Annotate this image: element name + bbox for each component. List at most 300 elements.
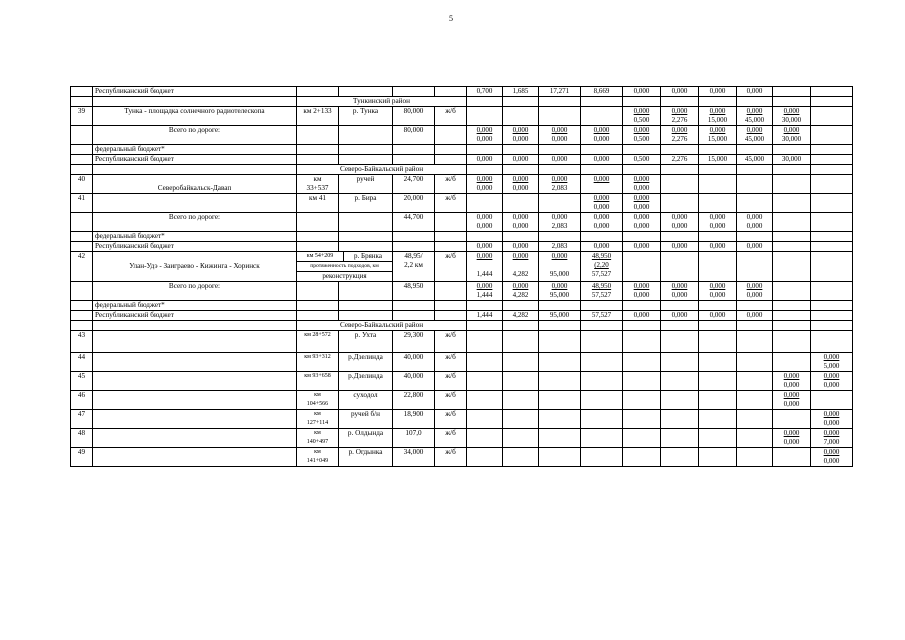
table-cell: 0,000 (823, 457, 840, 465)
table-cell: 0,000 (823, 448, 840, 456)
table-row (71, 301, 853, 311)
table-cell (811, 331, 853, 353)
table-cell: 0,000 (823, 419, 840, 427)
table-cell (699, 145, 737, 155)
table-cell (339, 282, 393, 301)
table-cell: 57,527 (581, 311, 623, 321)
table-cell (811, 165, 853, 175)
table-cell (503, 165, 539, 175)
table-cell (71, 126, 93, 145)
table-cell: Всего по дороге: (93, 213, 297, 232)
table-cell (93, 429, 297, 448)
table-cell (539, 301, 581, 311)
table-cell (623, 429, 661, 448)
table-cell (623, 301, 661, 311)
table-cell (503, 175, 539, 194)
table-cell (503, 126, 539, 145)
table-cell (503, 410, 539, 429)
table-cell: Республиканский бюджет (93, 242, 297, 252)
table-cell (623, 175, 661, 194)
table-cell (811, 391, 853, 410)
row-number: 39 (71, 107, 93, 126)
table-cell: 30,000 (781, 116, 802, 124)
table-cell (503, 353, 539, 372)
table-cell: 0,000 (593, 222, 610, 230)
table-cell (393, 311, 435, 321)
table-cell: 1,685 (503, 87, 539, 97)
table-cell: 0,000 (476, 252, 493, 260)
table-cell (699, 448, 737, 467)
table-cell (93, 321, 297, 331)
table-cell (71, 321, 93, 331)
table-row (71, 353, 853, 372)
table-cell: 44,700 (393, 213, 435, 232)
table-cell (737, 213, 773, 232)
table-cell (297, 429, 339, 448)
table-cell (773, 175, 811, 194)
table-cell (623, 410, 661, 429)
table-cell (773, 331, 811, 353)
table-cell: 20,000 (393, 194, 435, 213)
table-cell (339, 232, 393, 242)
table-cell (467, 107, 503, 126)
table-cell (503, 252, 539, 282)
table-cell: км (314, 411, 321, 417)
table-cell (737, 145, 773, 155)
table-cell (71, 213, 93, 232)
table-cell (93, 331, 297, 353)
table-cell: 0,500 (633, 116, 650, 124)
table-cell: 0,000 (581, 242, 623, 252)
table-cell: 0,000 (593, 175, 610, 183)
table-cell (539, 213, 581, 232)
table-cell (297, 213, 339, 232)
table-cell (435, 242, 467, 252)
table-cell: 0,000 (633, 222, 650, 230)
table-cell (539, 252, 581, 282)
table-cell: 22,800 (393, 391, 435, 410)
table-cell: ж/б (435, 353, 467, 372)
road-name: Тунка - площадка солнечного радиотелескопа (93, 107, 297, 126)
table-cell (581, 331, 623, 353)
table-cell: 48 (71, 429, 93, 448)
table-cell (661, 252, 699, 282)
table-cell: 2,083 (551, 222, 568, 230)
table-cell: 0,000 (633, 126, 650, 134)
table-cell (699, 126, 737, 145)
table-cell (297, 175, 339, 194)
table-cell: 0,000 (661, 311, 699, 321)
table-cell (71, 311, 93, 321)
table-cell (339, 301, 393, 311)
table-cell: 141+049 (306, 458, 329, 464)
table-cell (737, 165, 773, 175)
table-cell: 0,000 (551, 135, 568, 143)
table-cell: 29,300 (393, 331, 435, 353)
table-cell: ж/б (435, 252, 467, 282)
table-cell: р. Брянка (344, 252, 393, 262)
table-cell: 4,282 (512, 270, 529, 278)
table-cell: 0,000 (581, 155, 623, 165)
table-cell: 0,000 (476, 175, 493, 183)
table-cell (773, 232, 811, 242)
table-cell (661, 97, 699, 107)
table-cell (339, 242, 393, 252)
table-cell: 0,000 (633, 213, 650, 221)
table-cell (581, 448, 623, 467)
table-cell (699, 331, 737, 353)
table-cell: Северо-Байкальский район (297, 321, 467, 331)
table-cell: 0,000 (633, 203, 650, 211)
table-cell (661, 448, 699, 467)
table-row (71, 145, 853, 155)
table-cell (773, 107, 811, 126)
table-cell (623, 353, 661, 372)
table-cell: 2,276 (671, 135, 688, 143)
table-cell (93, 448, 297, 467)
table-cell: км 93+658 (297, 372, 339, 391)
table-cell (661, 232, 699, 242)
table-cell: ручей (339, 175, 393, 194)
table-cell: 0,000 (476, 126, 493, 134)
table-cell (699, 194, 737, 213)
table-cell: 0,000 (709, 126, 726, 134)
river-name: р. Тунка (339, 107, 393, 126)
table-cell (773, 321, 811, 331)
table-cell (467, 410, 503, 429)
table-cell (93, 165, 297, 175)
table-cell (811, 97, 853, 107)
table-cell (811, 155, 853, 165)
table-cell: 0,000 (476, 282, 493, 290)
table-cell: федеральный бюджет* (93, 145, 297, 155)
table-cell: 0,000 (512, 175, 529, 183)
table-cell (699, 107, 737, 126)
table-cell: 0,000 (593, 194, 610, 202)
table-cell: 45,000 (744, 135, 765, 143)
total-label: Всего по дороге: (93, 126, 297, 145)
table-cell: км 28+572 (297, 331, 339, 353)
table-cell: 0,000 (699, 87, 737, 97)
table-cell (503, 145, 539, 155)
table-row (71, 87, 853, 97)
table-cell (393, 155, 435, 165)
table-cell (737, 107, 773, 126)
table-cell (435, 213, 467, 232)
table-cell: 0,000 (709, 107, 726, 115)
table-cell: 24,700 (393, 175, 435, 194)
table-cell: 5,000 (823, 362, 840, 370)
table-cell: 0,000 (593, 213, 610, 221)
table-cell: 0,000 (709, 282, 726, 290)
table-cell: 0,000 (823, 410, 840, 418)
table-cell: 0,000 (633, 184, 650, 192)
table-cell (581, 410, 623, 429)
table-cell (699, 301, 737, 311)
table-cell: 107,0 (393, 429, 435, 448)
table-cell (467, 429, 503, 448)
table-cell: км (313, 175, 322, 183)
table-cell (467, 232, 503, 242)
table-cell (467, 301, 503, 311)
table-cell (581, 175, 623, 194)
table-cell: 48,95/ (404, 252, 423, 260)
table-cell (623, 107, 661, 126)
table-cell: ж/б (435, 175, 467, 194)
table-cell (297, 448, 339, 467)
table-cell: 45,000 (744, 116, 765, 124)
table-cell: 0,000 (783, 391, 800, 399)
table-cell (71, 155, 93, 165)
table-cell: Всего по дороге: (93, 282, 297, 301)
table-cell: (2,20 (594, 261, 609, 269)
table-cell (773, 429, 811, 448)
table-cell (773, 353, 811, 372)
table-cell (581, 232, 623, 242)
table-cell (467, 353, 503, 372)
table-cell: 15,000 (707, 116, 728, 124)
table-cell (467, 165, 503, 175)
table-cell: 0,000 (476, 184, 493, 192)
table-cell (93, 391, 297, 410)
table-cell: 1,444 (476, 291, 493, 299)
table-cell: 0,000 (699, 242, 737, 252)
table-cell (661, 175, 699, 194)
table-cell: 0,000 (512, 135, 529, 143)
table-cell (737, 321, 773, 331)
table-cell: 95,000 (549, 291, 570, 299)
table-cell: ж/б (435, 194, 467, 213)
district-header (71, 97, 853, 107)
table-cell (435, 126, 467, 145)
table-cell: 0,000 (783, 429, 800, 437)
table-cell: ж/б (435, 391, 467, 410)
table-cell: 0,000 (783, 438, 800, 446)
table-cell (467, 321, 503, 331)
table-cell: Северобайкальск-Давап (93, 175, 297, 194)
table-cell (773, 282, 811, 301)
table-row (71, 410, 853, 429)
table-cell (297, 232, 339, 242)
table-cell: 48,950 (591, 252, 612, 260)
table-cell (539, 331, 581, 353)
table-cell: Республиканский бюджет (93, 311, 297, 321)
table-cell (661, 353, 699, 372)
table-cell (393, 232, 435, 242)
table-cell: 4,282 (512, 291, 529, 299)
table-cell (773, 252, 811, 282)
table-cell (539, 194, 581, 213)
table-cell (581, 321, 623, 331)
table-cell: 0,000 (709, 291, 726, 299)
table-cell: 0,000 (671, 282, 688, 290)
table-cell (339, 311, 393, 321)
table-cell (699, 175, 737, 194)
table-cell (623, 194, 661, 213)
table-cell: км (314, 449, 321, 455)
table-cell: 0,000 (593, 203, 610, 211)
table-cell: ж/б (435, 429, 467, 448)
table-cell: 40 (71, 175, 93, 194)
table-cell: федеральный бюджет* (93, 232, 297, 242)
table-cell: 2,083 (551, 184, 568, 192)
table-cell (623, 145, 661, 155)
total-row (71, 213, 853, 232)
table-cell (699, 321, 737, 331)
table-cell: 41 (71, 194, 93, 213)
table-cell (737, 372, 773, 391)
table-cell (71, 282, 93, 301)
table-cell: 2,083 (539, 242, 581, 252)
table-cell: 15,000 (699, 155, 737, 165)
table-cell (503, 331, 539, 353)
table-cell (503, 194, 539, 213)
table-cell: 0,000 (671, 291, 688, 299)
table-row (71, 331, 853, 353)
table-row (71, 429, 853, 448)
table-cell (539, 321, 581, 331)
total-row (71, 282, 853, 301)
table-cell (661, 391, 699, 410)
table-cell (737, 282, 773, 301)
table-cell (297, 391, 339, 410)
table-cell (737, 252, 773, 282)
table-row (71, 311, 853, 321)
table-cell: 0,000 (823, 381, 840, 389)
table-cell (297, 410, 339, 429)
table-cell (503, 301, 539, 311)
table-cell: 0,000 (737, 311, 773, 321)
table-cell (581, 353, 623, 372)
table-cell (737, 97, 773, 107)
table-cell (773, 311, 811, 321)
table-cell: р.Дзелинда (339, 353, 393, 372)
table-row (71, 107, 853, 126)
table-cell: р. Огдынка (339, 448, 393, 467)
row-label: Республиканский бюджет (93, 87, 297, 97)
table-cell: 0,000 (783, 372, 800, 380)
table-cell (699, 165, 737, 175)
district-name: Тункинский район (297, 97, 467, 107)
table-cell: 0,000 (823, 372, 840, 380)
table-cell (773, 213, 811, 232)
table-cell (581, 97, 623, 107)
table-cell (339, 155, 393, 165)
table-cell: 0,500 (623, 155, 661, 165)
table-cell (467, 282, 503, 301)
table-cell: р.Дзелинда (339, 372, 393, 391)
table-cell (297, 252, 393, 282)
table-cell: 0,000 (746, 222, 763, 230)
page-number: 5 (449, 14, 453, 23)
table-cell: 104+566 (306, 401, 329, 407)
table-cell: 0,000 (551, 126, 568, 134)
table-cell (773, 194, 811, 213)
table-cell: 0,000 (746, 213, 763, 221)
table-cell (539, 353, 581, 372)
table-cell (623, 372, 661, 391)
table-cell (699, 372, 737, 391)
table-cell (467, 372, 503, 391)
bridge-program-table (70, 86, 853, 467)
table-cell (93, 353, 297, 372)
table-cell: 0,000 (633, 107, 650, 115)
table-cell (435, 145, 467, 155)
table-cell (393, 242, 435, 252)
table-cell (297, 282, 339, 301)
table-cell (661, 126, 699, 145)
table-cell (623, 252, 661, 282)
table-cell (581, 282, 623, 301)
table-cell (811, 194, 853, 213)
table-cell (503, 232, 539, 242)
table-cell: 0,000 (783, 126, 800, 134)
table-cell (503, 282, 539, 301)
total-row (71, 126, 853, 145)
table-cell (737, 353, 773, 372)
table-cell (699, 429, 737, 448)
table-cell (581, 301, 623, 311)
table-row (71, 175, 853, 194)
table-cell (339, 126, 393, 145)
table-cell: р. Олдында (339, 429, 393, 448)
table-cell (503, 391, 539, 410)
table-cell (467, 331, 503, 353)
table-cell (503, 372, 539, 391)
table-cell: 0,000 (746, 282, 763, 290)
table-cell: 47 (71, 410, 93, 429)
table-cell (467, 252, 503, 282)
table-cell: 57,527 (591, 291, 612, 299)
table-cell (811, 282, 853, 301)
table-cell: км 41 (297, 194, 339, 213)
table-cell (623, 97, 661, 107)
table-cell: 1,444 (476, 270, 493, 278)
table-cell: 2,2 км (404, 261, 423, 269)
table-cell: 0,000 (512, 184, 529, 192)
table-cell (623, 232, 661, 242)
table-cell: 0,000 (823, 429, 840, 437)
table-cell: 0,000 (737, 87, 773, 97)
table-cell: 0,000 (467, 155, 503, 165)
table-cell (297, 126, 339, 145)
table-cell (773, 242, 811, 252)
table-cell (811, 232, 853, 242)
table-cell: км (314, 430, 321, 436)
table-cell (435, 301, 467, 311)
table-cell (699, 252, 737, 282)
table-cell: 44 (71, 353, 93, 372)
table-cell (699, 97, 737, 107)
table-cell: 0,000 (593, 135, 610, 143)
table-cell: км 93+312 (297, 353, 339, 372)
table-cell (699, 410, 737, 429)
district-header (71, 165, 853, 175)
table-cell: 0,000 (512, 222, 529, 230)
table-cell (539, 145, 581, 155)
table-cell (435, 87, 467, 97)
table-cell (539, 232, 581, 242)
table-cell: 34,000 (393, 448, 435, 467)
table-cell (581, 145, 623, 155)
table-cell: 0,000 (783, 107, 800, 115)
table-cell (71, 232, 93, 242)
table-cell (71, 242, 93, 252)
table-cell (811, 448, 853, 467)
table-cell (93, 410, 297, 429)
table-cell (581, 391, 623, 410)
table-cell: 95,000 (549, 270, 570, 278)
